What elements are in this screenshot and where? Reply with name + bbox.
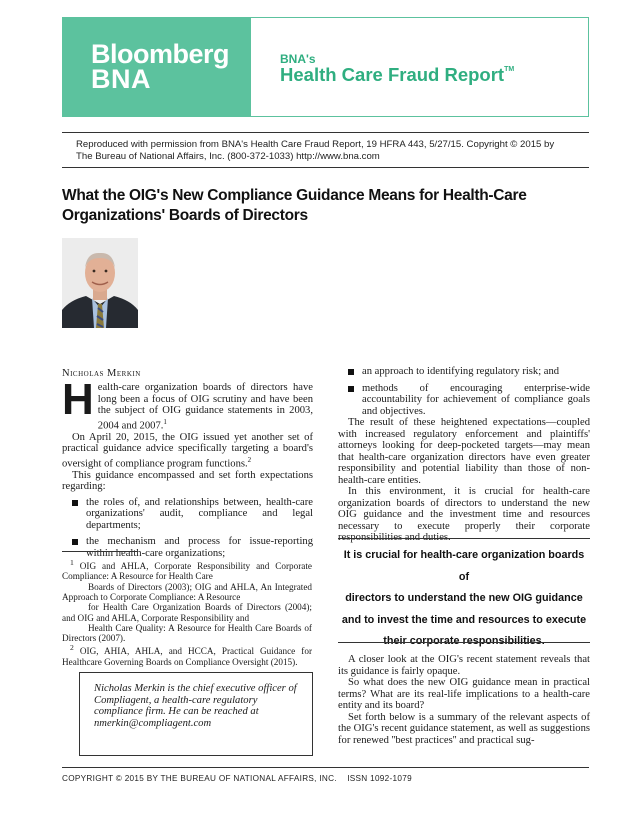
footnote-1-cont: Boards of Directors (2003); OIG and AHLA, An Integrated Approach to Corporate Compliance: A Resource (62, 581, 312, 602)
publication-prefix: BNA's (280, 52, 316, 66)
footnotes (62, 558, 312, 667)
bullet-square-icon (348, 386, 354, 392)
footnote-1-cont: for Health Care Organization Boards of Directors (2004); and OIG and AHLA, Corporate Responsibility and (62, 602, 312, 623)
paragraph: A closer look at the OIG's recent statement reveals that its guidance is fairly opaque. (338, 654, 590, 677)
publication-title: Health Care Fraud Report™ (280, 64, 515, 85)
footnote-ref-2[interactable]: 2 (247, 455, 252, 464)
footnote-ref-1[interactable]: 1 (163, 417, 167, 426)
bullet-square-icon (72, 500, 78, 506)
footnote-2: $^2$ OIG, AHIA, AHLA, and HCCA, Practical Guidance for Healthcare Governing Boards on Compliance Oversight (2015). (62, 643, 313, 667)
list-item: the roles of, and relationships between, health-care organizations' audit, compliance and legal departments; (62, 497, 313, 532)
footnote-1: $^1$ OIG and AHLA, Corporate Responsibility and Corporate Compliance: A Resource for Health Care (62, 558, 312, 582)
page-footer: COPYRIGHT © 2015 BY THE BUREAU OF NATIONAL AFFAIRS, INC. ISSN 1092-1079 (62, 774, 412, 783)
bullet-square-icon (72, 539, 78, 545)
list-item: the mechanism and process for issue-reporting within health-care organizations; (62, 536, 313, 559)
pull-quote-bottom-rule (338, 642, 590, 643)
drop-cap: H (62, 375, 94, 424)
footer-rule (62, 767, 589, 768)
notice-bottom-rule (62, 167, 589, 168)
list-item: methods of encouraging enterprise-wide accountability for achievement of compliance goals and objectives. (338, 383, 590, 418)
expectations-list (62, 497, 313, 560)
paragraph: In this environment, it is crucial for health-care organization boards of directors to understand the new OIG guidance and the investment time and resources necessary to execute properly their corporate responsibilities and duties. (338, 486, 590, 543)
reproduction-notice: Reproduced with permission from BNA's Health Care Fraud Report, 19 HFRA 443, 5/27/15. Copyright © 2015 by The Bureau of National Affairs, Inc. (800-372-1033) http://www.bna.com (76, 139, 555, 162)
pull-quote: It is crucial for health-care organization boards of directors to understand the new OIG guidance and to invest the time and resources to execute their corporate responsibilities. (341, 549, 587, 647)
paragraph: So what does the new OIG guidance mean in practical terms? What are its real-life implications to a health-care entity and its board? (338, 677, 590, 711)
pull-quote-top-rule (338, 538, 590, 539)
bullet-square-icon (348, 369, 354, 375)
footnote-1-cont: Health Care Quality: A Resource for Health Care Boards of Directors (2007). (62, 622, 312, 644)
paragraph: On April 20, 2015, the OIG issued yet another set of practical guidance advice specifically targeting a board's oversight of compliance program functions.$^2$ (62, 431, 313, 470)
footnote-rule (62, 551, 137, 552)
notice-top-rule (62, 132, 589, 133)
right-column-bottom (338, 654, 590, 746)
article-title: What the OIG's New Compliance Guidance Means for Health-Care Organizations' Boards of Directors (62, 187, 527, 224)
list-item: an approach to identifying regulatory risk; and (338, 366, 590, 378)
trademark-mark: TM (504, 66, 515, 73)
bloomberg-bna-logo: Bloomberg BNA (91, 39, 230, 94)
left-column (62, 375, 313, 564)
paragraph: This guidance encompassed and set forth expectations regarding: (62, 469, 313, 493)
author-byline: Nicholas Merkin (62, 368, 141, 379)
right-column-top (338, 366, 590, 544)
paragraph: The result of these heightened expectations—coupled with increased regulatory enforcement and plaintiffs' attorneys looking for deep-pocketed targets—may mean that health-care organization directors have even greater responsibility and potential liability than those of non-health-care entities. (338, 417, 590, 486)
expectations-list-cont (338, 366, 590, 417)
author-bio-text: Nicholas Merkin is the chief executive officer of Compliagent, a health-care regulatory compliance firm. He can be reached at nmerkin@compliagent.com (94, 683, 297, 729)
paragraph: Set forth below is a summary of the relevant aspects of the OIG's recent guidance statement, as well as suggestions for renewed ''best practices'' and practical sug- (338, 711, 590, 746)
intro-paragraph: Health-care organization boards of directors have long been a focus of OIG scrutiny and have been the subject of OIG guidance statements in 2003, 2004 and 2007.$^1$ (62, 375, 313, 432)
author-photo (62, 238, 138, 328)
